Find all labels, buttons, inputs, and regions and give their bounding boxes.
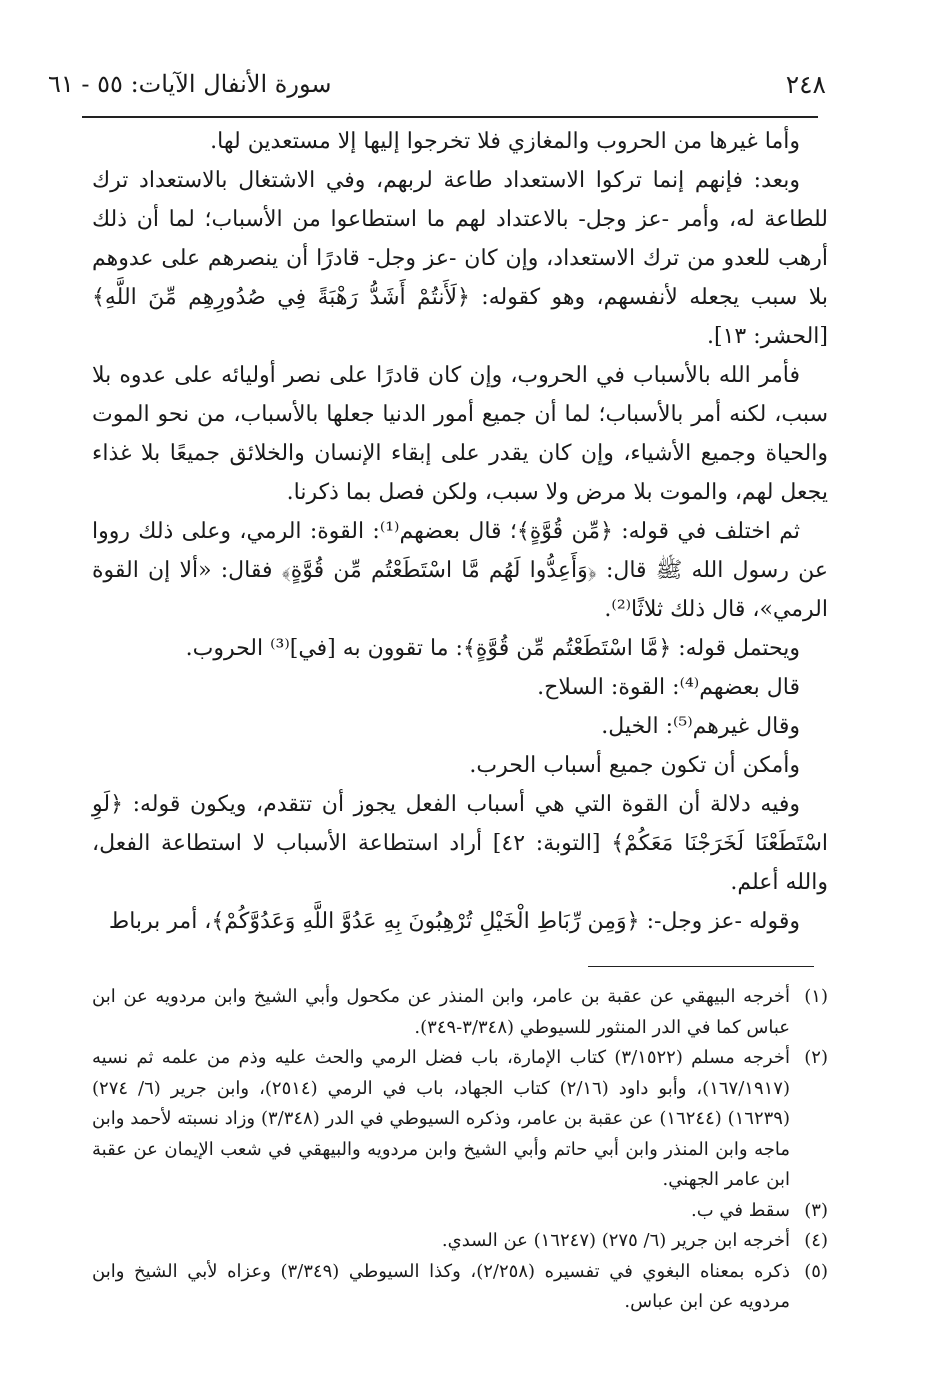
footnote-text: أخرجه ابن جرير (٦/ ٢٧٥) (١٦٢٤٧) عن السدي. [441, 1230, 790, 1251]
footnote-number: (١) [804, 986, 828, 1007]
paragraph: وفيه دلالة أن القوة التي هي أسباب الفعل يجوز أن تتقدم، ويكون قوله: ﴿لَوِ اسْتَطَعْنَا لَخَرَجْنَا مَعَكُمْ﴾ [التوبة: ٤٢] أراد استطاعة الأسباب لا استطاعة الفعل، والله أعلم. [92, 792, 828, 895]
footnote-text: أخرجه البيهقي عن عقبة بن عامر، وابن المنذر عن مكحول وأبي الشيخ وابن مردويه عن ابن عباس كما في الدر المنثور للسيوطي (٣/٣٤٨-٣٤٩). [92, 986, 790, 1038]
footnote-text: ذكره بمعناه البغوي في تفسيره (٢/٢٥٨)، وكذا السيوطي (٣/٣٤٩) وعزاه لأبي الشيخ وابن مردويه عن ابن عباس. [92, 1260, 790, 1312]
paragraph: وأمكن أن تكون جميع أسباب الحرب. [469, 753, 800, 778]
footnote-divider [588, 966, 814, 967]
paragraph: قال بعضهم⁽⁴⁾: القوة: السلاح. [537, 675, 800, 700]
footnote [92, 1043, 828, 1196]
footnote [92, 1257, 828, 1318]
footnotes [92, 982, 828, 1318]
footnote-text: سقط في ب. [691, 1199, 790, 1221]
footnote [92, 1196, 828, 1227]
footnote [92, 1226, 828, 1257]
paragraph: وقوله -عز وجل-: ﴿وَمِن رِّبَاطِ الْخَيْلِ تُرْهِبُونَ بِهِ عَدُوَّ اللَّهِ وَعَدُوَّكُمْ﴾، أمر برباط [108, 909, 800, 934]
paragraph: ثم اختلف في قوله: ﴿مِّن قُوَّةٍ﴾؛ قال بعضهم⁽¹⁾: القوة: الرمي، وعلى ذلك رووا عن رسول الله ﷺ قال: ﴿وَأَعِدُّوا لَهُم مَّا اسْتَطَعْتُم مِّن قُوَّةٍ﴾ فقال: «ألا إن القوة الرمي»، قال ذلك ثلاثًا⁽²⁾. [92, 519, 828, 622]
footnote-number: (٢) [804, 1047, 828, 1068]
footnote-text: أخرجه مسلم (٣/١٥٢٢) كتاب الإمارة، باب فضل الرمي والحث عليه وذم من علمه ثم نسيه (١٦٧/١٩١٧)، وأبو داود (٢/١٦) كتاب الجهاد، باب في الرمي (٢٥١٤)، وابن جرير (٦/ ٢٧٤) (١٦٢٣٩) (١٦٢٤٤) عن عقبة بن عامر، وذكره السيوطي في الدر (٣/٣٤٨) وزاد نسبته لأحمد وابن ماجه وابن المنذر وابن أبي حاتم وأبي الشيخ وابن مردويه والبيهقي في شعب الإيمان عن عقبة ابن عامر الجهني. [92, 1047, 790, 1190]
footnote-number: (٥) [804, 1260, 828, 1282]
footnote-number: (٣) [804, 1199, 828, 1221]
paragraph: فأمر الله بالأسباب في الحروب، وإن كان قادرًا على نصر أوليائه على عدوه بلا سبب، لكنه أمر بالأسباب؛ لما أن جميع أمور الدنيا جعلها بالأسباب، من نحو الموت والحياة وجميع الأشياء، وإن كان يقدر على إبقاء الإنسان والخلائق جميعًا بلا غذاء يجعل لهم، والموت بلا مرض ولا سبب، ولكن فصل بما ذكرنا. [92, 363, 828, 505]
main-text [92, 122, 828, 941]
paragraph: وأما غيرها من الحروب والمغازي فلا تخرجوا إليها إلا مستعدين لها. [210, 129, 800, 154]
paragraph: وقال غيرهم⁽⁵⁾: الخيل. [601, 714, 800, 739]
footnote-number: (٤) [804, 1230, 828, 1251]
footnote [92, 982, 828, 1043]
paragraph: ويحتمل قوله: ﴿مَّا اسْتَطَعْتُم مِّن قُوَّةٍ﴾: ما تقوون به [في]⁽³⁾ الحروب. [185, 636, 800, 661]
running-title: سورة الأنفال الآيات: ٥٥ - ٦١ [48, 70, 332, 98]
page-header [48, 62, 826, 112]
page-number: ٢٤٨ [785, 70, 826, 99]
header-divider [82, 116, 818, 118]
paragraph: وبعد: فإنهم إنما تركوا الاستعداد طاعة لربهم، وفي الاشتغال بالاستعداد ترك للطاعة له، وأمر -عز وجل- بالاعتداد لهم ما استطاعوا من الأسباب؛ لما أن ذلك أرهب للعدو من ترك الاستعداد، وإن كان -عز وجل- قادرًا أن ينصرهم على عدوهم بلا سبب يجعله لأنفسهم، وهو كقوله: ﴿لَأَنتُمْ أَشَدُّ رَهْبَةً فِي صُدُورِهِم مِّنَ اللَّهِ﴾ [الحشر: ١٣]. [92, 168, 828, 349]
